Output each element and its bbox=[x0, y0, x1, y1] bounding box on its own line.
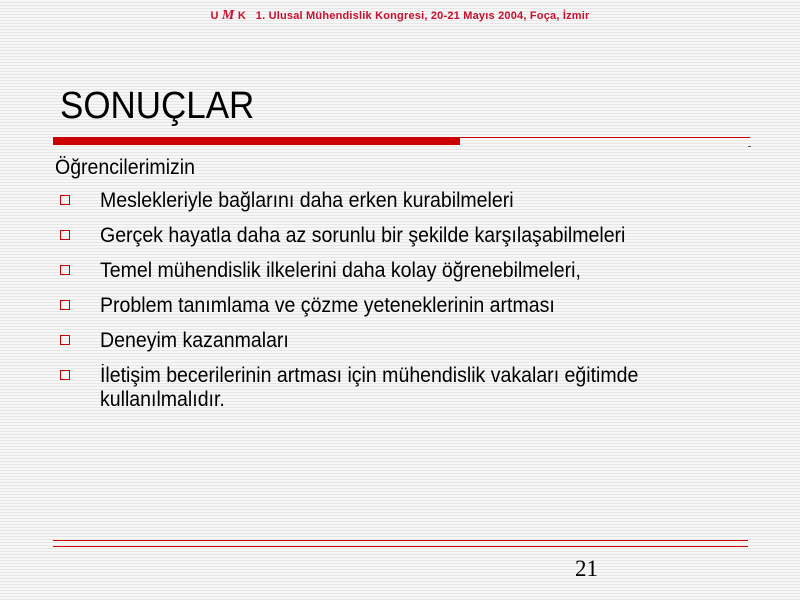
bullet-square-icon bbox=[60, 195, 70, 205]
logo-k: K bbox=[237, 10, 246, 22]
bullet-square-icon bbox=[60, 335, 70, 345]
footer-rule-bottom bbox=[53, 546, 748, 547]
intro-text: Öğrencilerimizin bbox=[55, 156, 196, 179]
list-item bbox=[55, 329, 755, 353]
bullet-square-icon bbox=[60, 230, 70, 240]
title-rule-end bbox=[748, 146, 751, 147]
list-item bbox=[55, 189, 755, 213]
bullet-square-icon bbox=[60, 300, 70, 310]
list-item bbox=[55, 294, 755, 318]
list-item-text: Problem tanımlama ve çözme yeteneklerinin artması bbox=[100, 294, 555, 317]
bullet-square-icon bbox=[60, 265, 70, 275]
title-rule-thick bbox=[53, 137, 460, 145]
list-item bbox=[55, 259, 755, 283]
logo-u: U bbox=[210, 10, 219, 22]
list-item bbox=[55, 364, 755, 412]
logo-m: M bbox=[221, 8, 235, 23]
list-item-text: Meslekleriyle bağlarını daha erken kurabilmeleri bbox=[100, 189, 514, 212]
list-item-text: İletişim becerilerinin artması için mühendislik vakaları eğitimde kullanılmalıdır. bbox=[100, 364, 639, 411]
page-number: 21 bbox=[575, 556, 598, 581]
bullet-square-icon bbox=[60, 370, 70, 380]
footer-rule-top bbox=[53, 540, 748, 541]
slide-title: SONUÇLAR bbox=[60, 85, 255, 127]
list-item bbox=[55, 224, 755, 248]
list-item-text: Temel mühendislik ilkelerini daha kolay öğrenebilmeleri, bbox=[100, 259, 581, 282]
list-item-text: Deneyim kazanmaları bbox=[100, 329, 289, 352]
list-item-text: Gerçek hayatla daha az sorunlu bir şekilde karşılaşabilmeleri bbox=[100, 224, 626, 247]
conference-text: 1. Ulusal Mühendislik Kongresi, 20-21 Mayıs 2004, Foça, İzmir bbox=[255, 10, 590, 22]
conference-header bbox=[0, 8, 800, 24]
bullet-list bbox=[55, 189, 755, 423]
